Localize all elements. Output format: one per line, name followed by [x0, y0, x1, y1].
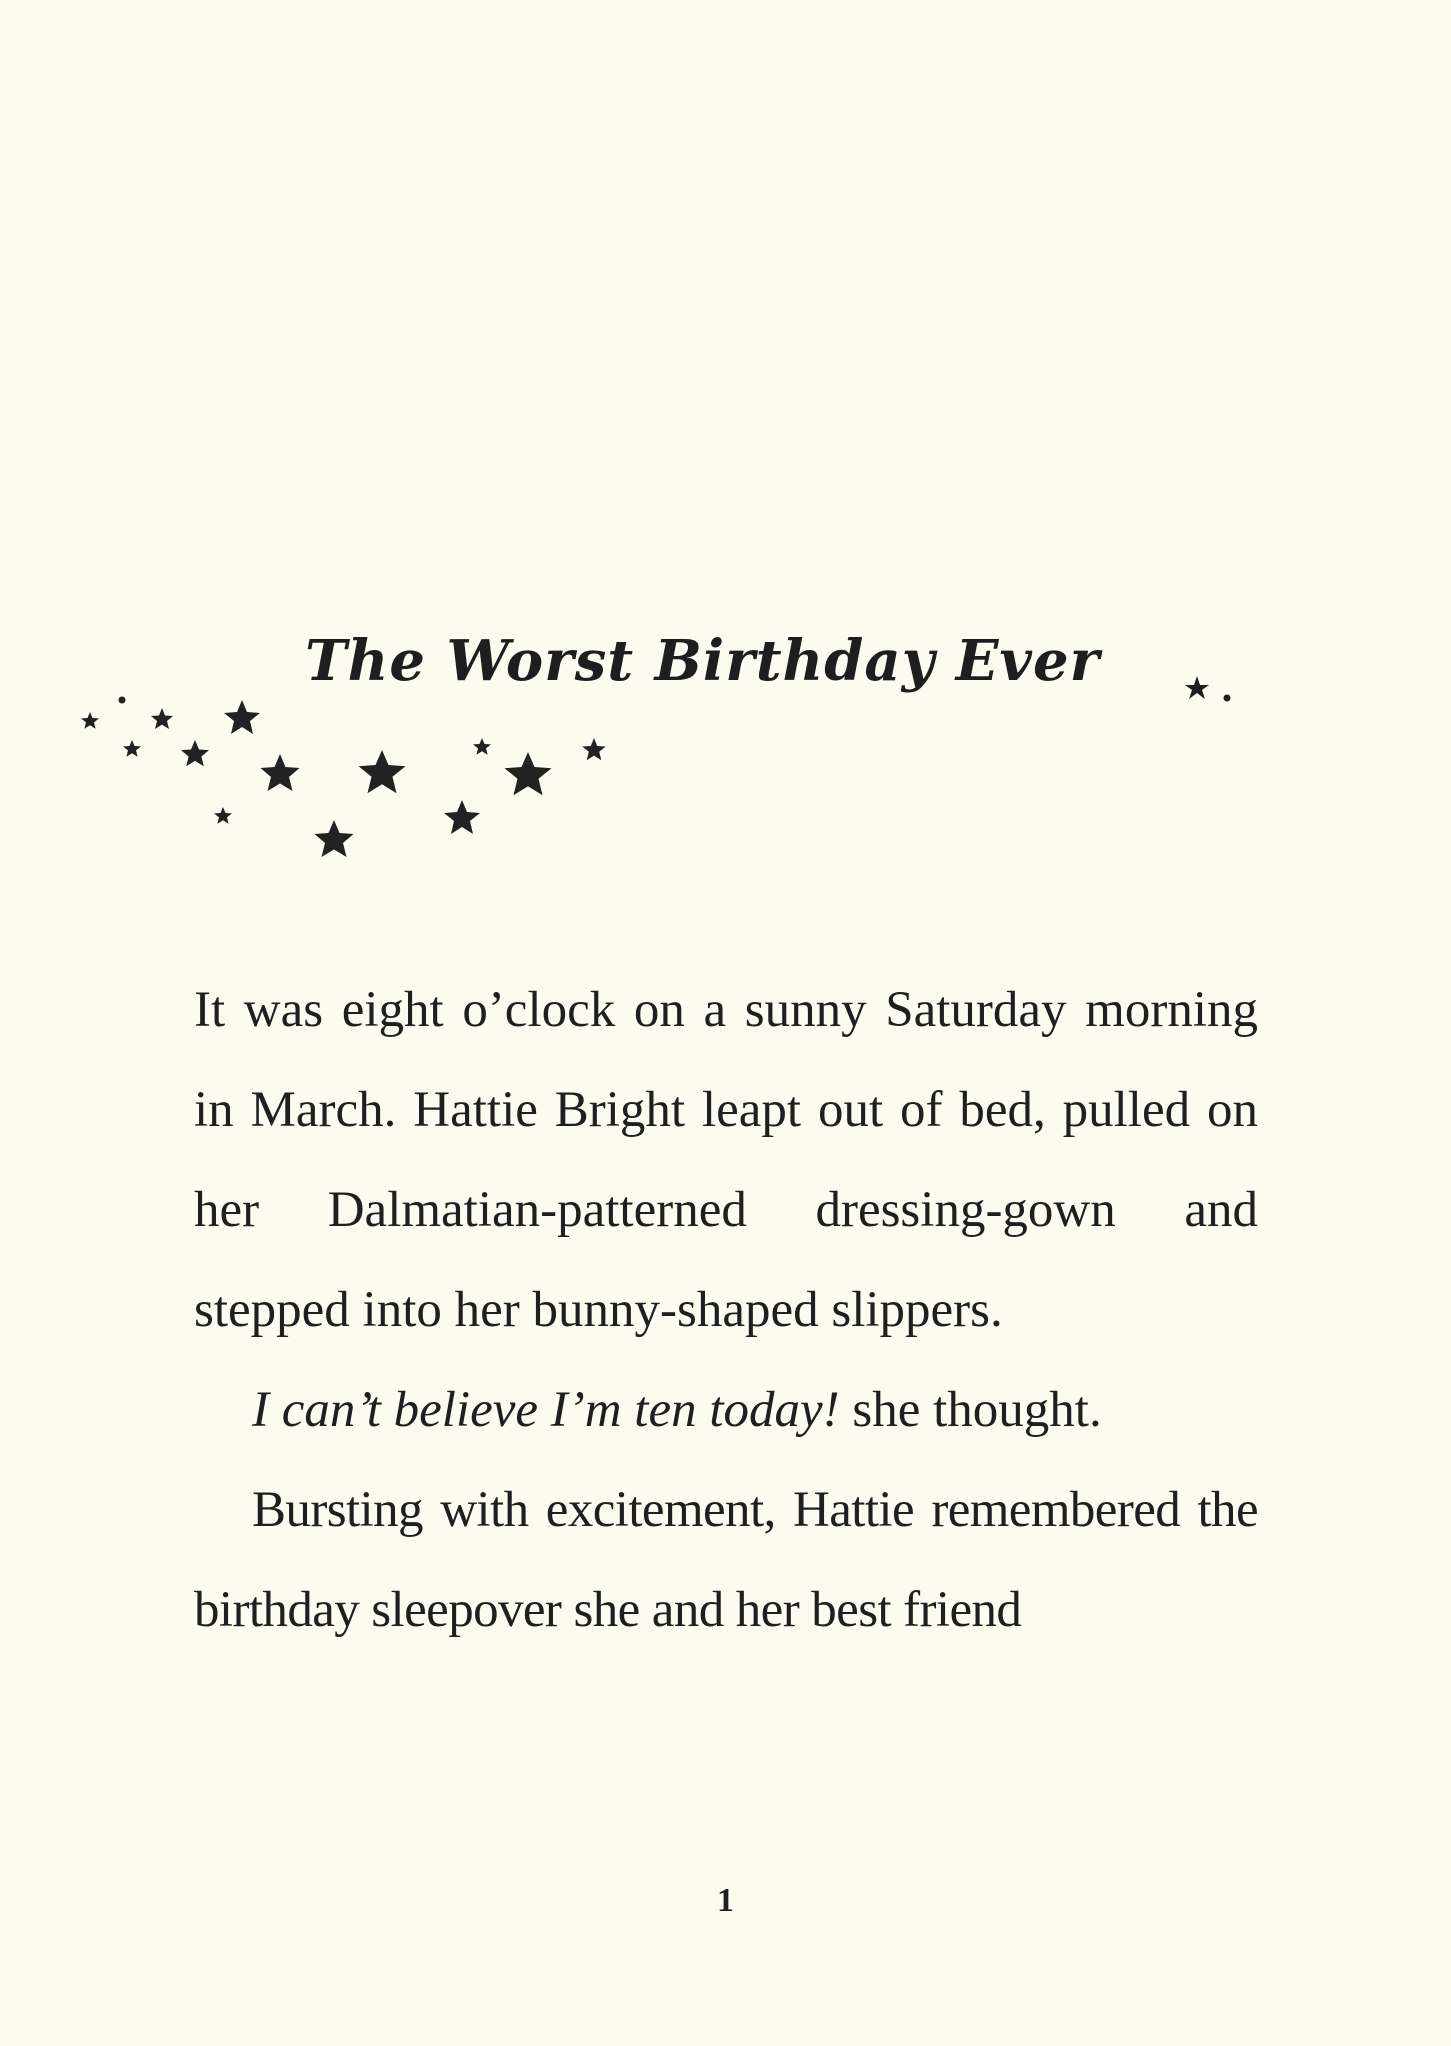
chapter-title: The Worst Birthday Ever — [305, 628, 1101, 694]
body-text — [194, 960, 1258, 1660]
italic-thought: I can’t believe I’m ten today! — [252, 1382, 840, 1438]
title-stars-icon — [1175, 668, 1255, 708]
stars-decoration-icon — [70, 690, 670, 880]
paragraph — [194, 1360, 1258, 1460]
page-number: 1 — [717, 1882, 734, 1919]
paragraph: It was eight o’clock on a sunny Saturday morning in March. Hattie Bright leapt out of bed, pulled on her Dalmatian-patterned dressing-gown and stepped into her bunny-shaped slippers. — [194, 982, 1258, 1338]
paragraph-text: she thought. — [839, 1382, 1102, 1438]
paragraph: Bursting with excitement, Hattie remembered the birthday sleepover she and her best friend — [194, 1482, 1258, 1638]
